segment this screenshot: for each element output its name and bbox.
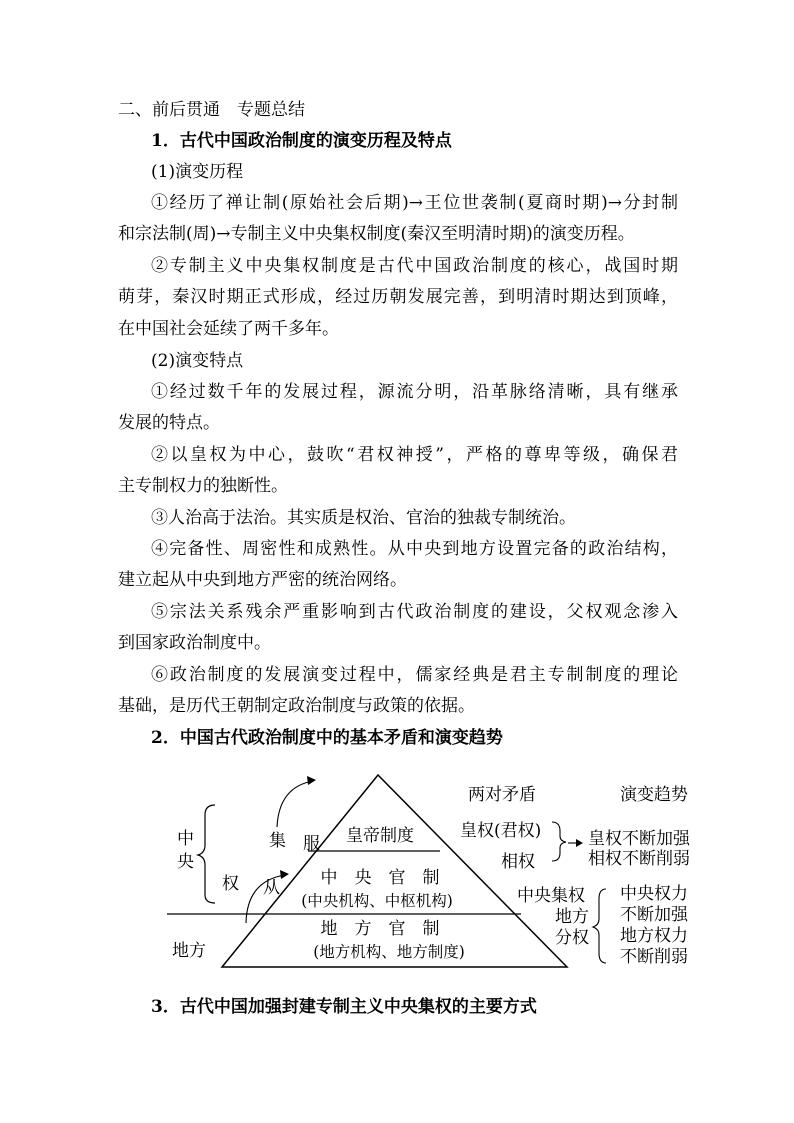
- label-local: 地方: [172, 941, 206, 961]
- trend-local-power: 地方权力: [620, 926, 688, 946]
- conflict-emperor-power: 皇权(君权): [460, 821, 542, 841]
- paragraph-7-line-2: 到国家政治制度中。: [118, 633, 271, 653]
- layer-central-officials-sub: (中央机构、中枢机构): [301, 892, 453, 910]
- conflict-separation: 分权: [555, 928, 589, 948]
- label-yang: 央: [177, 852, 194, 872]
- paragraph-1-line-1: ①经历了禅让制(原始社会后期)→王位世袭制(夏商时期)→分封制: [151, 193, 678, 213]
- arrow-top-curve: [277, 781, 313, 827]
- subheading-evolution-process: (1)演变历程: [151, 162, 244, 182]
- conflict-brace: [552, 822, 566, 861]
- heading-main-methods: 3．古代中国加强封建专制主义中央集权的主要方式: [151, 997, 537, 1017]
- paragraph-6-line-2: 建立起从中央到地方严密的统治网络。: [118, 570, 407, 590]
- central-left-brace: [198, 805, 215, 903]
- trend-emperor-strengthen: 皇权不断加强: [588, 829, 690, 849]
- header-evolution-trends: 演变趋势: [620, 785, 688, 805]
- label-ji: 集: [269, 831, 286, 851]
- layer-emperor-system: 皇帝制度: [346, 826, 414, 846]
- paragraph-8-line-1: ⑥政治制度的发展演变过程中，儒家经典是君主专制制度的理论: [151, 665, 678, 685]
- paragraph-4-line-1: ②以皇权为中心，鼓吹“君权神授”，严格的尊卑等级，确保君: [151, 445, 678, 465]
- conflict-central-power: 中央集权: [517, 886, 585, 906]
- paragraph-6-line-1: ④完备性、周密性和成熟性。从中央到地方设置完备的政治结构，: [151, 539, 678, 559]
- paragraph-5: ③人治高于法治。其实质是权治、官治的独裁专制统治。: [151, 508, 576, 528]
- paragraph-1-line-2: 和宗法制(周)→专制主义中央集权制度(秦汉至明清时期)的演变历程。: [118, 224, 635, 244]
- label-zhong: 中: [177, 829, 194, 849]
- paragraph-2-line-1: ②专制主义中央集权制度是古代中国政治制度的核心，战国时期: [151, 256, 678, 276]
- pyramid-svg: [155, 753, 719, 988]
- heading-conflicts-trends: 2．中国古代政治制度中的基本矛盾和演变趋势: [151, 728, 503, 748]
- label-cong: 从: [263, 878, 280, 898]
- paragraph-7-line-1: ⑤宗法关系残余严重影响到古代政治制度的建设，父权观念渗入: [151, 602, 678, 622]
- label-quan: 权: [222, 874, 239, 894]
- subheading-evolution-features: (2)演变特点: [151, 351, 244, 371]
- trend-brace: [593, 889, 606, 963]
- political-system-pyramid-diagram: [155, 753, 719, 988]
- trend-chancellor-weaken: 相权不断削弱: [588, 849, 690, 869]
- arrow-mid-head: [280, 870, 289, 879]
- trend-keep-strengthening: 不断加强: [620, 905, 688, 925]
- conflict-local: 地方: [555, 907, 589, 927]
- layer-central-officials: 中 央 官 制: [320, 868, 440, 888]
- trend-keep-weakening: 不断削弱: [620, 947, 688, 967]
- paragraph-2-line-3: 在中国社会延续了两千多年。: [118, 319, 339, 339]
- paragraph-2-line-2: 萌芽，秦汉时期正式形成，经过历朝发展完善，到明清时期达到顶峰，: [118, 287, 678, 307]
- trend-central-power: 中央权力: [620, 884, 688, 904]
- section-title: 二、前后贯通 专题总结: [118, 100, 305, 120]
- layer-local-officials: 地 方 官 制: [320, 919, 440, 939]
- header-two-conflicts: 两对矛盾: [468, 785, 536, 805]
- trend-arrow-head: [576, 839, 583, 847]
- arrow-top-head: [307, 776, 316, 785]
- paragraph-8-line-2: 基础，是历代王朝制定政治制度与政策的依据。: [118, 696, 475, 716]
- layer-local-officials-sub: (地方机构、地方制度): [313, 943, 465, 961]
- conflict-chancellor-power: 相权: [501, 852, 535, 872]
- paragraph-4-line-2: 主专制权力的独断性。: [118, 476, 288, 496]
- label-fu: 服: [303, 834, 320, 854]
- paragraph-3-line-1: ①经过数千年的发展过程，源流分明，沿革脉络清晰，具有继承: [151, 382, 678, 402]
- paragraph-3-line-2: 发展的特点。: [118, 413, 220, 433]
- heading-evolution-features: 1．古代中国政治制度的演变历程及特点: [151, 131, 452, 151]
